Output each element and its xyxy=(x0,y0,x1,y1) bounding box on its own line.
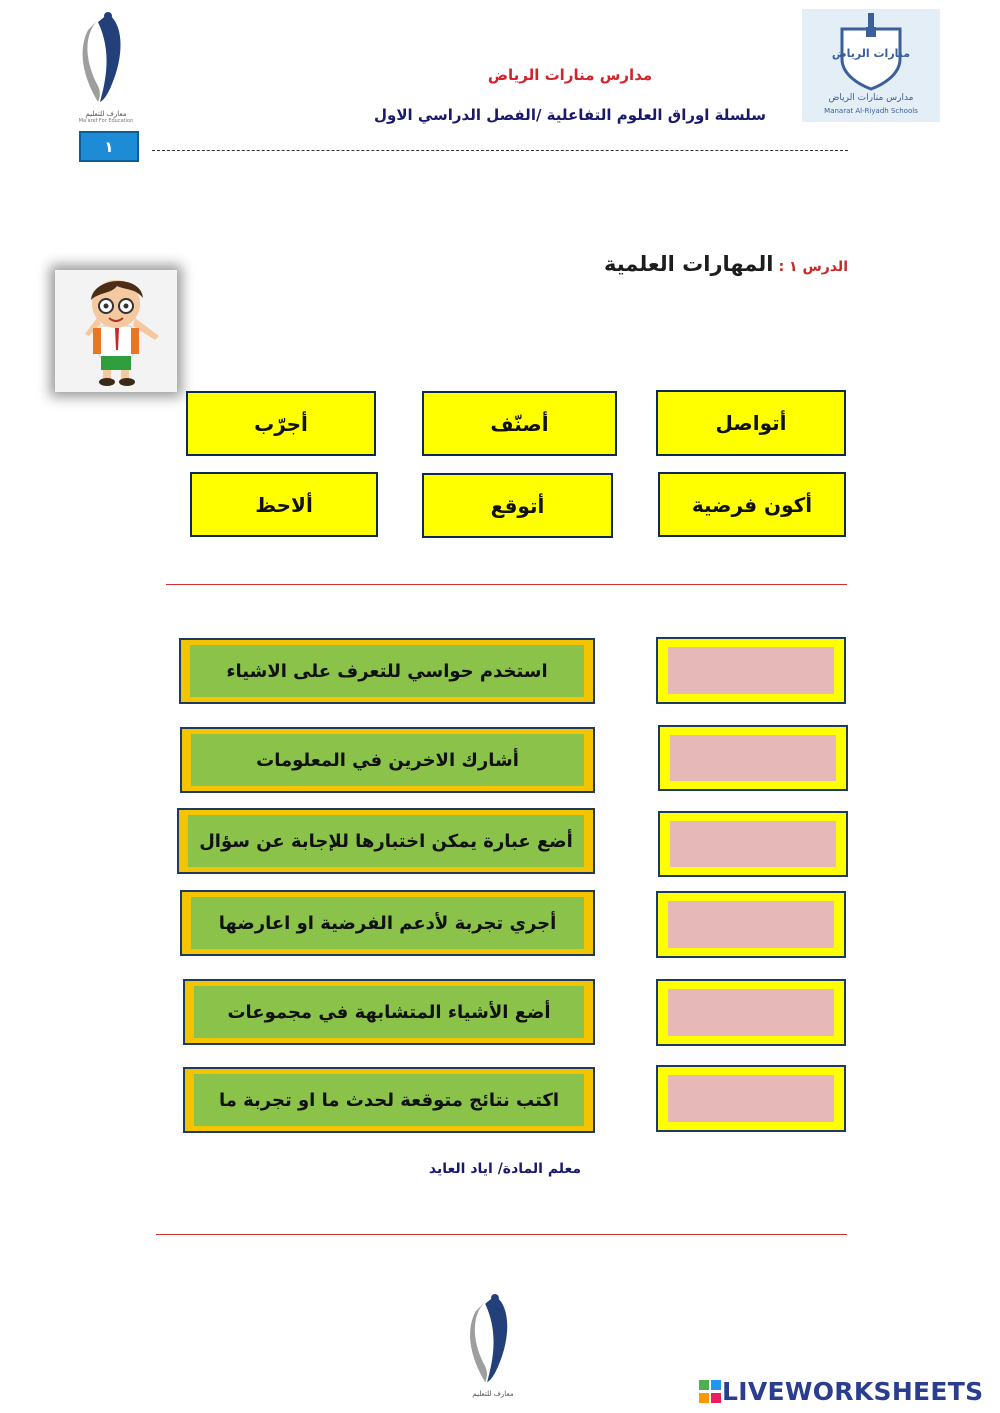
footer-logo-caption: معارف للتعليم xyxy=(472,1390,514,1398)
student-cartoon-icon xyxy=(55,270,177,392)
section-divider xyxy=(166,584,847,585)
manarat-logo-caption-en: Manarat Al-Riyadh Schools xyxy=(824,107,918,115)
header-divider xyxy=(152,150,848,151)
skill-box-hypothesize[interactable]: أكون فرضية xyxy=(658,472,846,537)
liveworksheets-icon xyxy=(698,1379,722,1405)
answer-slot[interactable] xyxy=(656,1065,846,1132)
description-box xyxy=(180,727,595,793)
skill-box-experiment[interactable]: أجرّب xyxy=(186,391,376,456)
answer-input[interactable] xyxy=(668,647,834,694)
skill-box-communicate[interactable]: أتواصل xyxy=(656,390,846,456)
skill-box-classify[interactable]: أصنّف xyxy=(422,391,617,456)
answer-slot[interactable] xyxy=(658,811,848,877)
answer-slot[interactable] xyxy=(656,891,846,958)
lesson-title xyxy=(604,252,848,276)
description-text: استخدم حواسي للتعرف على الاشياء xyxy=(190,645,584,697)
liveworksheets-brand[interactable] xyxy=(698,1377,983,1406)
description-text: أجري تجربة لأدعم الفرضية او اعارضها xyxy=(191,897,584,949)
manarat-logo-name: منارات الرياض xyxy=(831,47,911,60)
skill-box-predict[interactable]: أتوقع xyxy=(422,473,613,538)
description-text: اكتب نتائج متوقعة لحدث ما او تجربة ما xyxy=(194,1074,584,1126)
answer-input[interactable] xyxy=(668,1075,834,1122)
maaref-logo-icon xyxy=(68,10,144,106)
footer-maaref-logo-icon xyxy=(455,1292,531,1386)
description-box xyxy=(177,808,595,874)
description-box xyxy=(179,638,595,704)
lesson-prefix: الدرس ١ : xyxy=(778,259,848,275)
maaref-logo-caption: معارف للتعليم xyxy=(85,110,127,118)
answer-slot[interactable] xyxy=(656,637,846,704)
lesson-name: المهارات العلمية xyxy=(603,252,774,276)
maaref-logo-caption-en: Ma'aref For Education xyxy=(78,118,134,124)
series-title: سلسلة اوراق العلوم التفاعلية /الفصل الدراسي الاول xyxy=(373,106,767,124)
page-number-badge: ١ xyxy=(79,131,139,162)
answer-input[interactable] xyxy=(670,821,836,867)
footer-maaref-logo xyxy=(455,1292,531,1402)
description-box xyxy=(183,979,595,1045)
answer-input[interactable] xyxy=(668,989,834,1036)
footer-divider xyxy=(156,1234,847,1235)
answer-input[interactable] xyxy=(670,735,836,781)
description-box xyxy=(183,1067,595,1133)
answer-input[interactable] xyxy=(668,901,834,948)
student-cartoon xyxy=(55,270,177,392)
answer-slot[interactable] xyxy=(656,979,846,1046)
description-text: أضع الأشياء المتشابهة في مجموعات xyxy=(194,986,584,1038)
skill-box-observe[interactable]: ألاحظ xyxy=(190,472,378,537)
manarat-logo-caption: مدارس منارات الرياض xyxy=(828,93,914,103)
maaref-logo xyxy=(68,10,144,122)
description-text: أضع عبارة يمكن اختبارها للإجابة عن سؤال xyxy=(188,815,584,867)
description-text: أشارك الاخرين في المعلومات xyxy=(191,734,584,786)
school-name: مدارس منارات الرياض xyxy=(487,66,653,84)
liveworksheets-text: LIVEWORKSHEETS xyxy=(722,1377,984,1406)
answer-slot[interactable] xyxy=(658,725,848,791)
description-box xyxy=(180,890,595,956)
teacher-name: معلم المادة/ اياد العايد xyxy=(428,1161,582,1177)
